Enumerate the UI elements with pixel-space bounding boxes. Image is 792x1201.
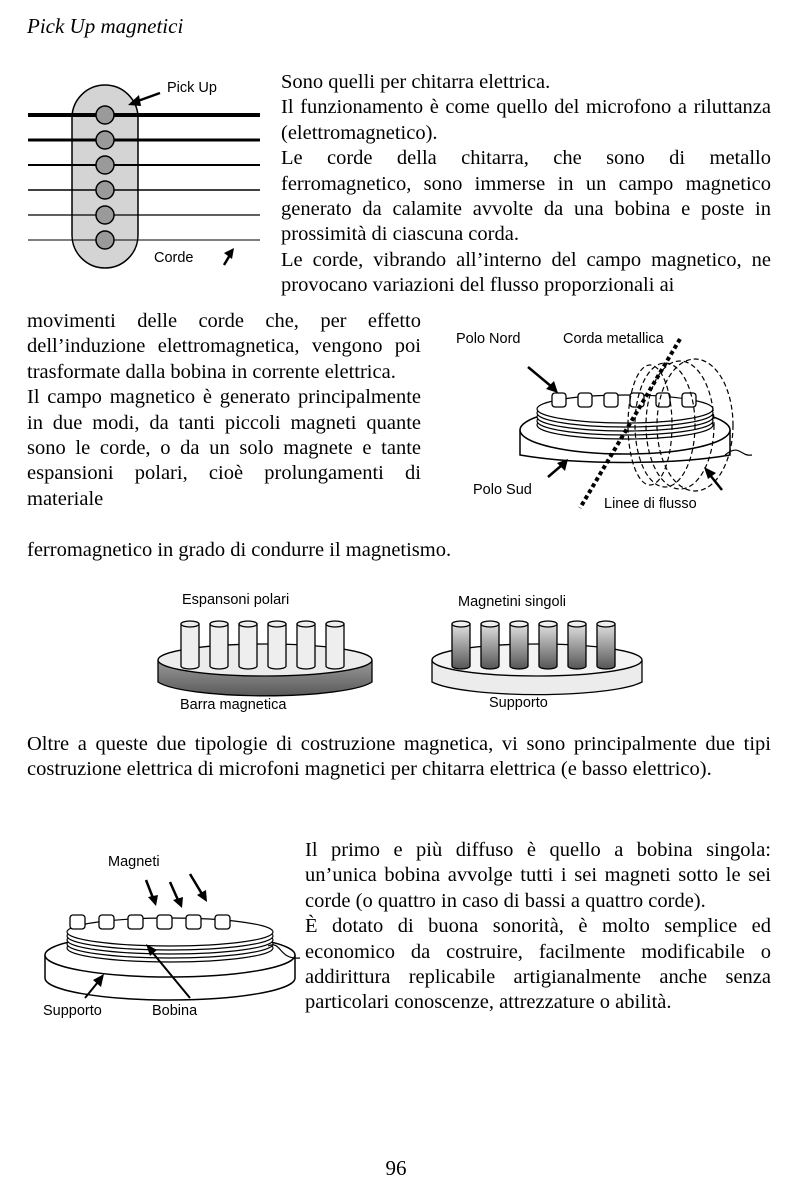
pole-1 <box>96 106 114 124</box>
pole-3 <box>96 156 114 174</box>
pickup-label: Pick Up <box>167 80 217 96</box>
single-coil-text-2: È dotato di buona sonorità, è molto semplice ed economico da costruire, facilmente modificabile o addirittura replicabile artigianalmente anche senza particolari conoscenze, attrezzature o abilità. <box>305 915 771 1014</box>
pole-6 <box>96 231 114 249</box>
pole-2 <box>96 131 114 149</box>
north-arrow <box>528 367 552 387</box>
single-coil-text-1: Il primo e più diffuso è quello a bobina singola: un’unica bobina avvolge tutti i sei magneti sotto le sei corde (o quattro in caso di bassi a quattro corde). <box>305 839 771 912</box>
field-text: Il campo magnetico è generato principalmente in due modi, da tanti piccoli magneti quante sono le corde, o da un solo magnete e tante espansioni polari, cioè prolungamenti di materiale <box>27 386 421 510</box>
north-pole-label: Polo Nord <box>456 331 521 347</box>
magnetic-bar-label: Barra magnetica <box>180 697 287 713</box>
pickup-diagram <box>20 75 290 275</box>
pole-4 <box>96 181 114 199</box>
magnets-label: Magneti <box>108 854 160 870</box>
south-arrow <box>548 465 562 477</box>
intro-line-3: Le corde della chitarra, che sono di metallo ferromagnetico, sono immerse in un campo magnetico generato da calamite avvolte da una bobina e poste in prossimità di ciascuna corda. <box>281 147 771 246</box>
support-label-2: Supporto <box>43 1003 102 1019</box>
flux-arrow <box>710 475 722 490</box>
page-number: 96 <box>385 1156 407 1180</box>
construction-paragraph: Oltre a queste due tipologie di costruzione magnetica, vi sono principalmente due tipi costruzione elettrica di microfoni magnetici per chitarra elettrica (e basso elettrico). <box>27 733 771 781</box>
metal-string-label: Corda metallica <box>563 331 664 347</box>
support-label: Supporto <box>489 695 548 711</box>
intro-paragraph <box>281 70 771 299</box>
induction-text: movimenti delle corde che, per effetto dell’induzione elettromagnetica, vengono poi trasformate dalla bobina in corrente elettrica. <box>27 310 421 383</box>
page-title: Pick Up magnetici <box>27 14 184 38</box>
south-pole-label: Polo Sud <box>473 482 532 498</box>
single-coil-paragraph <box>305 838 771 1016</box>
intro-line-4: Le corde, vibrando all’interno del campo magnetico, ne provocano variazioni del flusso proporzionali ai <box>281 248 771 297</box>
pole-5 <box>96 206 114 224</box>
intro-line-2: Il funzionamento è come quello del microfono a riluttanza (elettromagnetico). <box>281 96 771 144</box>
intro-line-1: Sono quelli per chitarra elettrica. <box>281 71 551 93</box>
field-text-end: ferromagnetico in grado di condurre il magnetismo. <box>27 539 452 561</box>
strings-label: Corde <box>154 250 194 266</box>
flux-lines-label: Linee di flusso <box>604 496 697 512</box>
single-magnets-label: Magnetini singoli <box>458 594 567 610</box>
flux-arrowhead <box>704 467 716 479</box>
pole-pieces-label: Espansoni polari <box>182 592 290 608</box>
induction-paragraph <box>27 309 421 512</box>
coil-label: Bobina <box>152 1003 198 1019</box>
